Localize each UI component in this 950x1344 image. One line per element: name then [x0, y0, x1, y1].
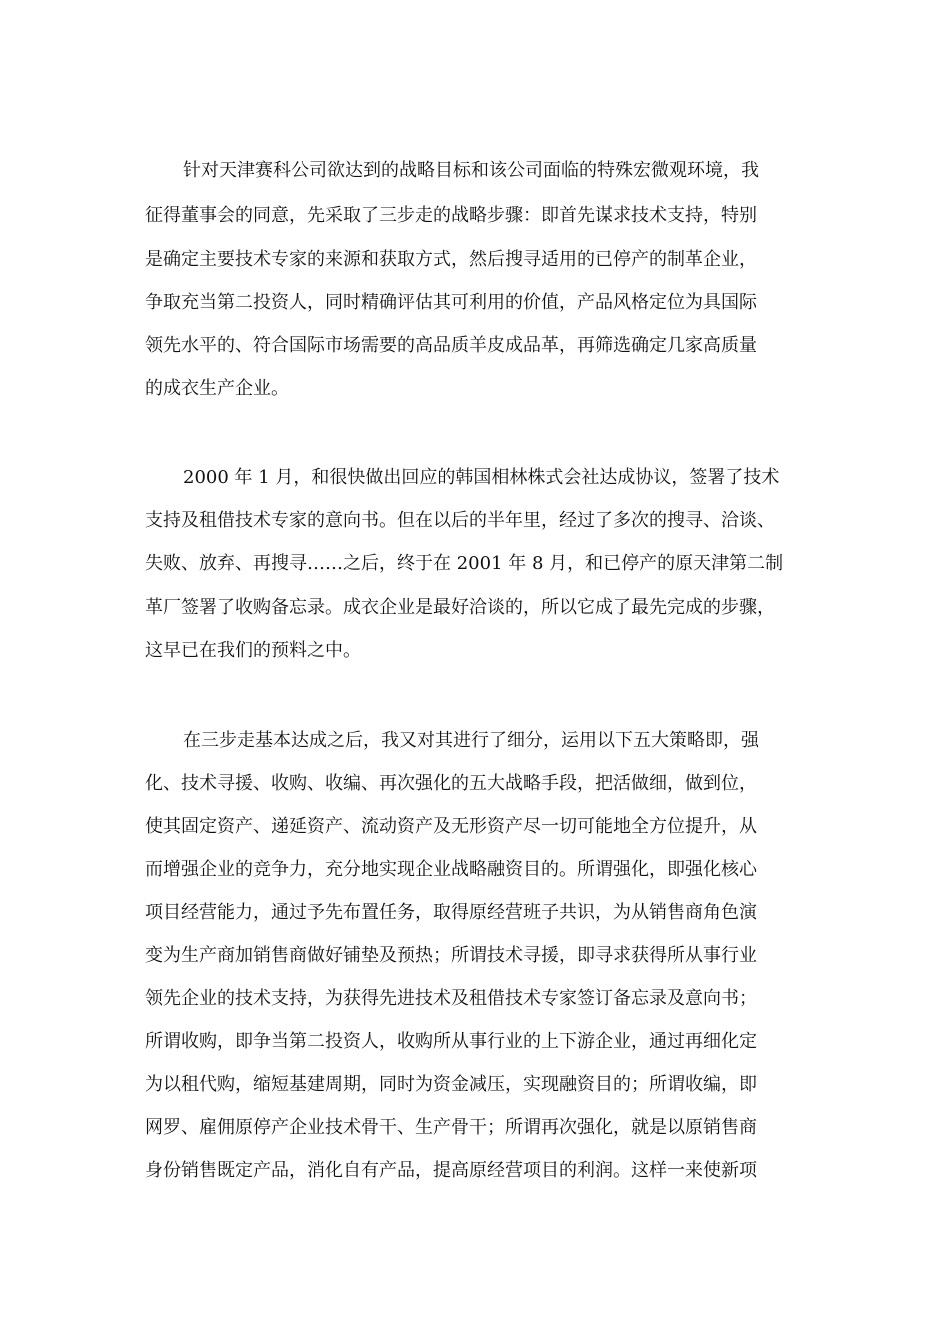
paragraph-2-line-4: 革厂签署了收购备忘录。成衣企业是最好洽谈的，所以它成了最先完成的步骤， — [145, 597, 775, 618]
paragraph-1-line-5: 领先水平的、符合国际市场需要的高品质羊皮成品革，再筛选确定几家高质量 — [145, 335, 757, 356]
paragraph-2-line-2: 支持及租借技术专家的意向书。但在以后的半年里，经过了多次的搜寻、洽谈、 — [145, 510, 775, 531]
paragraph-2-line-5: 这早已在我们的预料之中。 — [145, 640, 361, 661]
paragraph-3-line-8: 所谓收购，即争当第二投资人，收购所从事行业的上下游企业，通过再细化定 — [145, 1031, 757, 1052]
paragraph-2-line-3: 失败、放弃、再搜寻……之后，终于在 2001 年 8 月，和已停产的原天津第二制 — [145, 553, 784, 574]
paragraph-3-line-9: 为以租代购，缩短基建周期，同时为资金减压，实现融资目的；所谓收编，即 — [145, 1074, 757, 1095]
paragraph-3-line-3: 使其固定资产、递延资产、流动资产及无形资产尽一切可能地全方位提升，从 — [145, 816, 757, 837]
paragraph-3-line-1: 在三步走基本达成之后，我又对其进行了细分，运用以下五大策略即，强 — [183, 730, 759, 751]
paragraph-3-line-5: 项目经营能力，通过予先布置任务，取得原经营班子共识，为从销售商角色演 — [145, 902, 757, 923]
paragraph-1-line-2: 征得董事会的同意，先采取了三步走的战略步骤：即首先谋求技术支持，特别 — [145, 205, 757, 226]
paragraph-3-line-6: 变为生产商加销售商做好铺垫及预热；所谓技术寻援，即寻求获得所从事行业 — [145, 945, 757, 966]
paragraph-3-line-4: 而增强企业的竞争力，充分地实现企业战略融资目的。所谓强化，即强化核心 — [145, 859, 757, 880]
paragraph-1-line-6: 的成衣生产企业。 — [145, 378, 289, 399]
paragraph-3-line-7: 领先企业的技术支持，为获得先进技术及租借技术专家签订备忘录及意向书； — [145, 988, 757, 1009]
paragraph-1-line-3: 是确定主要技术专家的来源和获取方式，然后搜寻适用的已停产的制革企业， — [145, 249, 757, 270]
paragraph-3-line-10: 网罗、雇佣原停产企业技术骨干、生产骨干；所谓再次强化，就是以原销售商 — [145, 1117, 757, 1138]
paragraph-3-line-2: 化、技术寻援、收购、收编、再次强化的五大战略手段，把活做细，做到位， — [145, 773, 757, 794]
paragraph-2-line-1: 2000 年 1 月，和很快做出回应的韩国相林株式会社达成协议，签署了技术 — [183, 467, 780, 488]
paragraph-1-line-1: 针对天津赛科公司欲达到的战略目标和该公司面临的特殊宏微观环境，我 — [183, 160, 759, 181]
paragraph-1-line-4: 争取充当第二投资人，同时精确评估其可利用的价值，产品风格定位为具国际 — [145, 292, 757, 313]
paragraph-3-line-11: 身份销售既定产品，消化自有产品，提高原经营项目的利润。这样一来使新项 — [145, 1160, 757, 1181]
